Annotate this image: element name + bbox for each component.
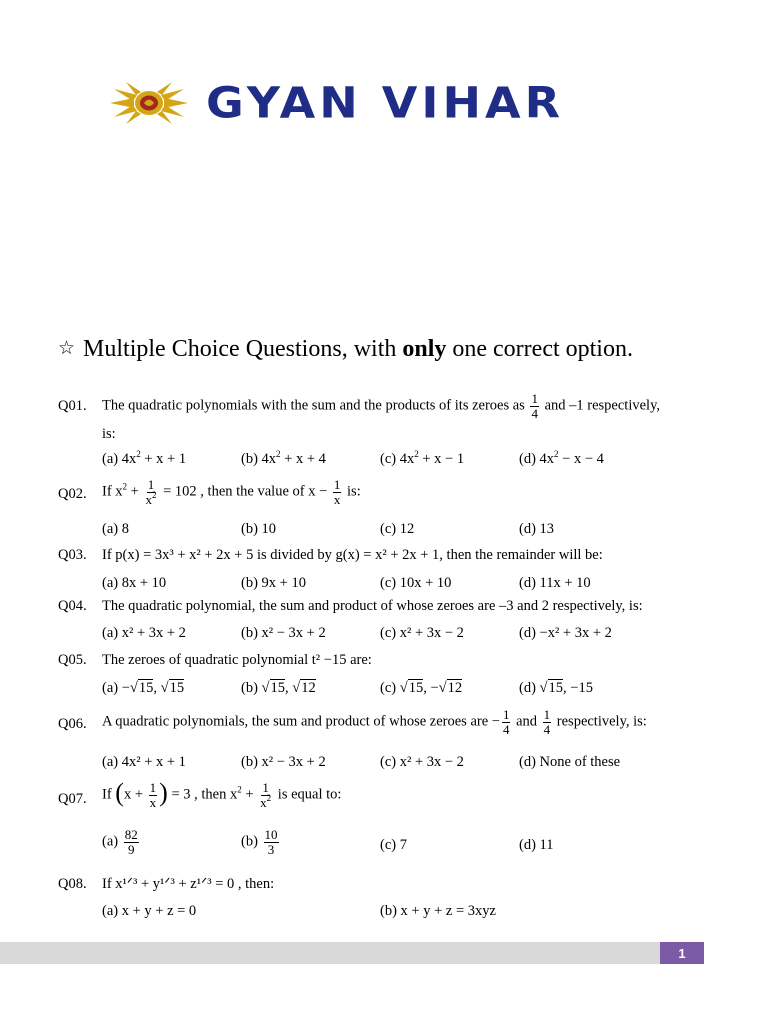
option-d: (d) 11x + 10 <box>519 575 591 591</box>
logo-text: GYAN VIHAR <box>206 78 565 128</box>
option-d: (d) $4x^2 - x - 4$ <box>519 449 604 467</box>
question-text: A quadratic polynomials, the sum and product of whose zeroes are − $\frac{1}{4}$ and $\frac{1}{4}$ respectively, is: <box>102 707 647 737</box>
option-b: (b) √15, √12 <box>241 680 316 696</box>
option-a: (a) −√15, √15 <box>102 680 185 696</box>
fraction: $\frac{1}{4}$ <box>531 391 538 421</box>
option-d: (d) −x² + 3x + 2 <box>519 625 612 641</box>
option-d: (d) 11 <box>519 837 554 853</box>
question-text: If p(x) = 3x³ + x² + 2x + 5 is divided by g(x) = x² + 2x + 1, then the remainder will be: <box>102 547 603 563</box>
question-text: The zeroes of quadratic polynomial t² −15 are: <box>102 652 372 668</box>
footer-bar <box>0 942 660 964</box>
logo <box>108 80 564 126</box>
option-a: (a) $\frac{82}{9}$ <box>102 827 138 857</box>
option-a: (a) 4x² + x + 1 <box>102 754 186 770</box>
option-b: (b) 9x + 10 <box>241 575 306 591</box>
option-c: (c) $4x^2 + x - 1$ <box>380 449 465 467</box>
option-a: (a) 8 <box>102 521 129 537</box>
option-b: (b) $\frac{10}{3}$ <box>241 827 278 857</box>
option-a: (a) x + y + z = 0 <box>102 903 197 919</box>
fraction: $\frac{1}{x}$ <box>149 779 157 810</box>
question-text: The quadratic polynomials with the sum and the products of its zeroes as $\frac{1}{4}$ and –1 respectively, <box>102 391 660 421</box>
fraction: $\frac{1}{x}$ <box>333 477 341 507</box>
option-c: (c) x² + 3x − 2 <box>380 625 464 641</box>
option-b: (b) x² − 3x + 2 <box>241 625 326 641</box>
option-b: (b) x + y + z = 3xyz <box>380 903 496 919</box>
option-c: (c) 10x + 10 <box>380 575 452 591</box>
option-c: (c) 7 <box>380 837 407 853</box>
option-b: (b) $4x^2 + x + 4$ <box>241 449 326 467</box>
option-c: (c) x² + 3x − 2 <box>380 754 464 770</box>
question-text: If (x + $\frac{1}{x}$ ) = 3 , then $x^2$ + $\frac{1}{x^2}$ is equal to: <box>102 778 342 810</box>
question-text: If $x^2$ + $\frac{1}{x^2}$ = 102 , then the value of x − $\frac{1}{x}$ is: <box>102 477 361 507</box>
option-a: (a) 8x + 10 <box>102 575 167 591</box>
option-d: (d) √15, −15 <box>519 680 593 696</box>
option-d: (d) None of these <box>519 754 621 770</box>
option-a: (a) x² + 3x + 2 <box>102 625 186 641</box>
question-text: If x¹ᐟ³ + y¹ᐟ³ + z¹ᐟ³ = 0 , then: <box>102 876 275 892</box>
option-c: (c) √15, −√12 <box>380 680 463 696</box>
fraction: $\frac{1}{x^2}$ <box>145 477 157 507</box>
question-number: Q01. <box>58 398 87 414</box>
option-a: (a) $4x^2 + x + 1$ <box>102 449 187 467</box>
question-text: The quadratic polynomial, the sum and product of whose zeroes are –3 and 2 respectively, is: <box>102 598 643 614</box>
option-c: (c) 12 <box>380 521 415 537</box>
option-d: (d) 13 <box>519 521 555 537</box>
page-number: 1 <box>660 942 704 964</box>
fraction: $\frac{1}{4}$ <box>502 707 510 737</box>
star-icon: ☆ <box>58 338 76 359</box>
sun-emblem-icon <box>108 81 190 125</box>
fraction: $\frac{1}{x^2}$ <box>260 779 272 810</box>
section-heading: ☆ Multiple Choice Questions, with only one correct option. <box>58 336 633 362</box>
option-b: (b) x² − 3x + 2 <box>241 754 326 770</box>
option-b: (b) 10 <box>241 521 277 537</box>
fraction: $\frac{1}{4}$ <box>543 707 551 737</box>
